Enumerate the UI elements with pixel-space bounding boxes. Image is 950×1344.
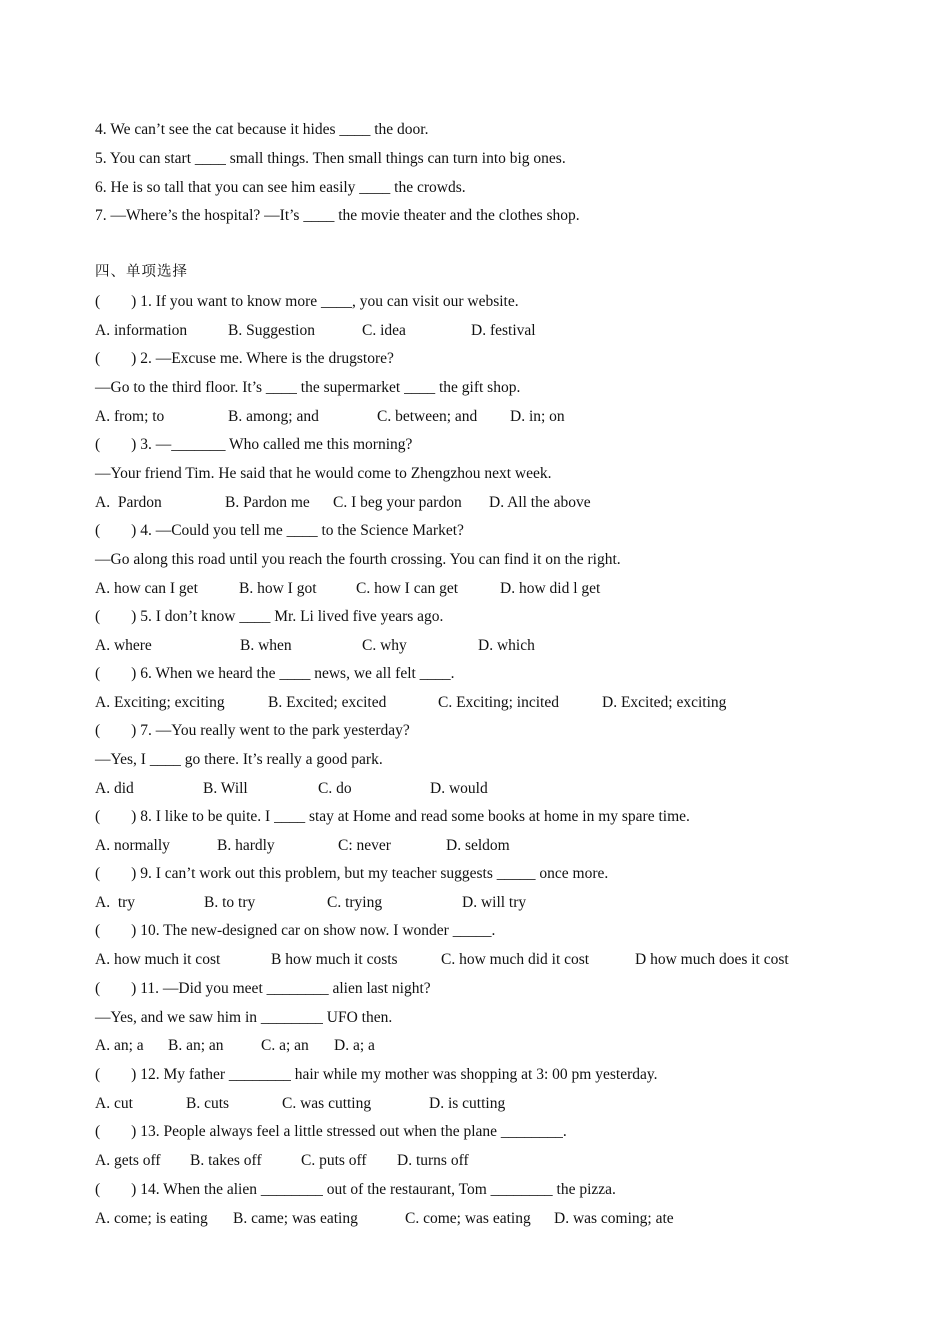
option: A. where xyxy=(95,637,152,654)
option: D. was coming; ate xyxy=(554,1210,674,1227)
question-stem: ( ) 6. When we heard the ____ news, we all felt ____. xyxy=(95,665,455,682)
option: B. cuts xyxy=(186,1095,230,1112)
option: D. will try xyxy=(462,894,527,911)
option: D. a; a xyxy=(334,1037,375,1054)
option: B. Suggestion xyxy=(228,322,315,339)
question-stem: ( ) 7. —You really went to the park yesterday? xyxy=(95,722,410,739)
option: B how much it costs xyxy=(271,951,398,968)
option: D. Excited; exciting xyxy=(602,694,727,711)
option: B. Pardon me xyxy=(225,494,310,511)
section-heading: 四、单项选择 xyxy=(95,264,188,280)
fill-in-item-5: 5. You can start ____ small things. Then small things can turn into big ones. xyxy=(95,150,566,167)
option: D. how did l get xyxy=(500,580,601,597)
option: A. from; to xyxy=(95,408,165,425)
option: C. puts off xyxy=(301,1152,367,1169)
question-stem: ( ) 10. The new-designed car on show now. I wonder _____. xyxy=(95,922,496,939)
option: B. an; an xyxy=(168,1037,224,1054)
option: C. trying xyxy=(327,894,383,911)
fill-in-item-7: 7. —Where’s the hospital? —It’s ____ the movie theater and the clothes shop. xyxy=(95,207,580,224)
option: C. how I can get xyxy=(356,580,459,597)
option: D. festival xyxy=(471,322,536,339)
option: D. in; on xyxy=(510,408,565,425)
option: C. idea xyxy=(362,322,406,339)
question-stem-line2: —Yes, I ____ go there. It’s really a good park. xyxy=(95,751,383,768)
option: A. information xyxy=(95,322,188,339)
question-stem-line2: —Your friend Tim. He said that he would come to Zhengzhou next week. xyxy=(95,465,552,482)
option: D. seldom xyxy=(446,837,510,854)
option: A. did xyxy=(95,780,134,797)
fill-in-item-4: 4. We can’t see the cat because it hides ____ the door. xyxy=(95,121,429,138)
question-stem: ( ) 9. I can’t work out this problem, but my teacher suggests _____ once more. xyxy=(95,865,609,882)
option: D how much does it cost xyxy=(635,951,789,968)
question-stem-line2: —Go to the third floor. It’s ____ the supermarket ____ the gift shop. xyxy=(95,379,521,396)
option: A. Exciting; exciting xyxy=(95,694,225,711)
option: B. to try xyxy=(204,894,256,911)
option: D. would xyxy=(430,780,488,797)
question-stem: ( ) 5. I don’t know ____ Mr. Li lived five years ago. xyxy=(95,608,444,625)
option: B. hardly xyxy=(217,837,275,854)
question-stem: ( ) 4. —Could you tell me ____ to the Science Market? xyxy=(95,522,464,539)
question-stem-line2: —Go along this road until you reach the fourth crossing. You can find it on the right. xyxy=(95,551,621,568)
option: D. turns off xyxy=(397,1152,469,1169)
option: D. All the above xyxy=(489,494,591,511)
option: C. why xyxy=(362,637,407,654)
option: A. Pardon xyxy=(95,494,162,511)
option: A. normally xyxy=(95,837,170,854)
question-stem: ( ) 8. I like to be quite. I ____ stay at Home and read some books at home in my spare time. xyxy=(95,808,690,825)
option: D. which xyxy=(478,637,535,654)
option: B. takes off xyxy=(190,1152,262,1169)
option: C: never xyxy=(338,837,391,854)
option: B. how I got xyxy=(239,580,317,597)
option: A. gets off xyxy=(95,1152,161,1169)
option: A. how can I get xyxy=(95,580,198,597)
question-stem: ( ) 13. People always feel a little stressed out when the plane ________. xyxy=(95,1123,567,1140)
option: C. between; and xyxy=(377,408,478,425)
question-stem: ( ) 14. When the alien ________ out of the restaurant, Tom ________ the pizza. xyxy=(95,1181,616,1198)
option: B. came; was eating xyxy=(233,1210,358,1227)
option: A. an; a xyxy=(95,1037,144,1054)
option: C. come; was eating xyxy=(405,1210,531,1227)
fill-in-item-6: 6. He is so tall that you can see him easily ____ the crowds. xyxy=(95,179,466,196)
option: C. was cutting xyxy=(282,1095,372,1112)
option: C. how much did it cost xyxy=(441,951,590,968)
option: A. come; is eating xyxy=(95,1210,208,1227)
option: C. Exciting; incited xyxy=(438,694,559,711)
question-stem-line2: —Yes, and we saw him in ________ UFO then. xyxy=(95,1009,393,1026)
option: B. when xyxy=(240,637,292,654)
question-stem: ( ) 12. My father ________ hair while my mother was shopping at 3: 00 pm yesterday. xyxy=(95,1066,658,1083)
option: D. is cutting xyxy=(429,1095,506,1112)
question-stem: ( ) 1. If you want to know more ____, you can visit our website. xyxy=(95,293,519,310)
option: C. do xyxy=(318,780,352,797)
option: C. a; an xyxy=(261,1037,309,1054)
question-stem: ( ) 11. —Did you meet ________ alien last night? xyxy=(95,980,431,997)
option: B. Excited; excited xyxy=(268,694,387,711)
question-stem: ( ) 3. —_______ Who called me this morning? xyxy=(95,436,413,453)
option: B. among; and xyxy=(228,408,319,425)
option: A. cut xyxy=(95,1095,133,1112)
option: A. try xyxy=(95,894,136,911)
option: A. how much it cost xyxy=(95,951,221,968)
option: B. Will xyxy=(203,780,248,797)
option: C. I beg your pardon xyxy=(333,494,462,511)
question-stem: ( ) 2. —Excuse me. Where is the drugstore? xyxy=(95,350,394,367)
